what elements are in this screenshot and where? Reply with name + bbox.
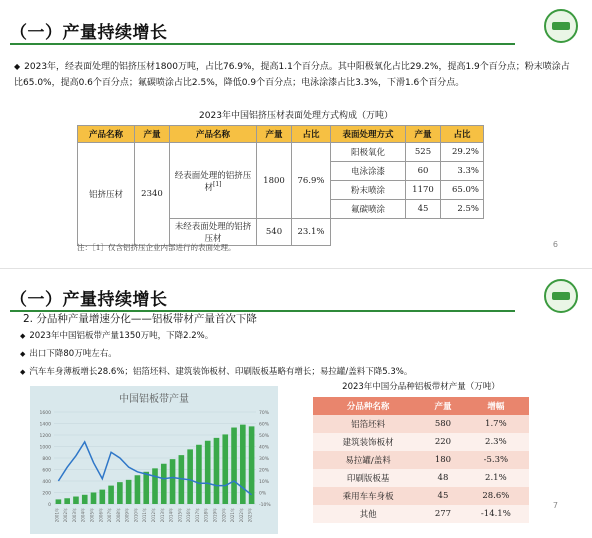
subheading: 2. 分品种产量增速分化——铝板带材产量首次下降 xyxy=(23,313,257,325)
x-tick-label: 2021年 xyxy=(230,508,236,523)
bullet-item xyxy=(20,329,213,341)
y-tick-label: 1000 xyxy=(39,445,51,451)
method-output-cell: 525 xyxy=(406,143,441,162)
empty-cell xyxy=(331,219,484,246)
x-tick-label: 2010年 xyxy=(133,508,139,523)
treated-name-cell xyxy=(170,143,257,219)
method-share-cell: 29.2% xyxy=(441,143,484,162)
table-header: 产品名称 xyxy=(78,126,135,143)
bar xyxy=(196,445,202,504)
slide-2-title: （一）产量持续增长 xyxy=(10,290,168,310)
x-tick-label: 2002年 xyxy=(63,508,69,523)
y-tick-label: 1200 xyxy=(39,434,51,439)
treated-name-text: 经表面处理的铝挤压材 xyxy=(174,170,252,193)
output-cell: 277 xyxy=(423,505,463,523)
output-cell: 580 xyxy=(423,415,463,433)
growth-cell: 2.1% xyxy=(463,469,529,487)
bar xyxy=(108,486,114,504)
table-row xyxy=(313,505,529,523)
table-caption: 2023年中国铝挤压材表面处理方式构成（万吨） xyxy=(199,111,393,121)
table-header: 增幅 xyxy=(463,397,529,415)
method-output-cell: 1170 xyxy=(406,181,441,200)
bullet-text: 2023年中国铝板带产量1350万吨，下降2.2%。 xyxy=(29,331,214,341)
bar xyxy=(117,482,123,504)
y-tick-label: 400 xyxy=(42,480,51,485)
method-name-cell: 粉末喷涂 xyxy=(331,181,406,200)
x-tick-label: 2001年 xyxy=(54,508,60,523)
x-tick-label: 2011年 xyxy=(142,508,148,523)
diamond-bullet-icon: ◆ xyxy=(14,62,21,71)
bar xyxy=(126,480,132,504)
y2-tick-label: 50% xyxy=(259,434,270,439)
bar xyxy=(73,497,79,504)
y2-tick-label: 20% xyxy=(259,468,270,474)
bar xyxy=(222,434,228,504)
treated-output-cell: 1800 xyxy=(257,143,292,219)
method-share-cell: 2.5% xyxy=(441,200,484,219)
table-header: 占比 xyxy=(292,126,331,143)
untreated-output-cell: 540 xyxy=(257,219,292,246)
association-logo xyxy=(544,279,578,313)
bar xyxy=(152,468,158,504)
y-tick-label: 800 xyxy=(42,457,51,462)
x-tick-label: 2015年 xyxy=(177,508,183,523)
bar xyxy=(205,441,211,504)
method-output-cell: 60 xyxy=(406,162,441,181)
y2-tick-label: 0% xyxy=(259,491,267,497)
y2-tick-label: 30% xyxy=(259,457,270,462)
method-name-cell: 氟碳喷涂 xyxy=(331,200,406,219)
y-tick-label: 1400 xyxy=(39,422,51,428)
chart-canvas xyxy=(30,386,278,534)
y2-tick-label: 60% xyxy=(259,422,270,428)
untreated-share-cell: 23.1% xyxy=(292,219,331,246)
table-header: 表面处理方式 xyxy=(331,126,406,143)
title-underline xyxy=(10,43,515,45)
x-tick-label: 2016年 xyxy=(186,508,192,523)
slide-1 xyxy=(0,0,592,262)
slide-2 xyxy=(0,268,592,537)
bar xyxy=(231,428,237,504)
bar xyxy=(82,495,88,504)
product-output-cell: 2340 xyxy=(135,143,170,246)
category-cell: 铝箔坯料 xyxy=(313,415,423,433)
x-tick-label: 2022年 xyxy=(238,508,244,523)
x-tick-label: 2023年 xyxy=(247,508,253,523)
category-output-table xyxy=(313,397,529,523)
table-row xyxy=(313,451,529,469)
x-tick-label: 2019年 xyxy=(212,508,218,523)
bullet-item xyxy=(20,347,117,359)
method-share-cell: 65.0% xyxy=(441,181,484,200)
x-tick-label: 2012年 xyxy=(151,508,156,523)
x-tick-label: 2008年 xyxy=(115,508,121,523)
table-caption: 2023年中国分品种铝板带材产量（万吨） xyxy=(342,382,500,392)
x-tick-label: 2003年 xyxy=(71,508,77,523)
table-header: 产量 xyxy=(406,126,441,143)
growth-cell: 2.3% xyxy=(463,433,529,451)
x-tick-label: 2005年 xyxy=(89,508,95,523)
growth-cell: -14.1% xyxy=(463,505,529,523)
x-tick-label: 2007年 xyxy=(107,508,113,523)
method-share-cell: 3.3% xyxy=(441,162,484,181)
bar xyxy=(170,459,176,504)
x-tick-label: 2018年 xyxy=(203,508,209,523)
bar xyxy=(161,464,167,504)
slide-1-title: （一）产量持续增长 xyxy=(10,23,168,43)
table-header: 产品名称 xyxy=(170,126,257,143)
bar xyxy=(240,425,246,504)
untreated-name-cell: 未经表面处理的铝挤压材 xyxy=(170,219,257,246)
category-cell: 印刷版板基 xyxy=(313,469,423,487)
y-tick-label: 200 xyxy=(42,491,51,497)
method-name-cell: 电泳涂漆 xyxy=(331,162,406,181)
category-cell: 乘用车车身板 xyxy=(313,487,423,505)
category-cell: 建筑装饰板材 xyxy=(313,433,423,451)
bar xyxy=(214,438,220,504)
bar xyxy=(56,499,62,504)
surface-treatment-table xyxy=(77,125,484,246)
x-tick-label: 2017年 xyxy=(194,508,200,523)
y2-tick-label: -10% xyxy=(259,503,271,508)
diamond-bullet-icon: ◆ xyxy=(20,332,26,340)
treated-share-cell: 76.9% xyxy=(292,143,331,219)
table-footnote: 注：［1］仅含铝挤压企业内部进行的表面处理。 xyxy=(77,243,236,252)
table-header: 分品种名称 xyxy=(313,397,423,415)
table-row xyxy=(313,415,529,433)
growth-cell: -5.3% xyxy=(463,451,529,469)
growth-cell: 1.7% xyxy=(463,415,529,433)
x-tick-label: 2013年 xyxy=(159,508,165,523)
bar xyxy=(135,475,141,504)
output-cell: 220 xyxy=(423,433,463,451)
footnote-mark: [1] xyxy=(213,180,222,188)
diamond-bullet-icon: ◆ xyxy=(20,368,26,376)
bar xyxy=(99,490,105,504)
output-chart xyxy=(30,386,278,534)
table-header: 产量 xyxy=(257,126,292,143)
bar xyxy=(64,498,70,504)
y2-tick-label: 70% xyxy=(259,411,270,416)
method-output-cell: 45 xyxy=(406,200,441,219)
x-tick-label: 2009年 xyxy=(124,508,130,523)
product-name-cell: 铝挤压材 xyxy=(78,143,135,246)
table-header: 产量 xyxy=(423,397,463,415)
category-cell: 易拉罐/盖料 xyxy=(313,451,423,469)
x-tick-label: 2014年 xyxy=(168,508,174,523)
table-header: 产量 xyxy=(135,126,170,143)
output-cell: 45 xyxy=(423,487,463,505)
y2-tick-label: 40% xyxy=(259,445,270,451)
bullet-text: 汽车车身薄板增长28.6%；铝箔坯料、建筑装饰板材、印刷版板基略有增长；易拉罐/盖料下降5.3%。 xyxy=(29,367,413,377)
page-number: 6 xyxy=(552,240,558,249)
diamond-bullet-icon: ◆ xyxy=(20,350,26,358)
bar xyxy=(143,472,149,504)
summary-paragraph xyxy=(14,59,574,91)
output-cell: 180 xyxy=(423,451,463,469)
bullet-text: 出口下降80万吨左右。 xyxy=(29,349,117,359)
bullet-item xyxy=(20,365,412,377)
table-header: 占比 xyxy=(441,126,484,143)
x-tick-label: 2020年 xyxy=(221,508,227,523)
page-number: 7 xyxy=(552,501,558,510)
x-tick-label: 2006年 xyxy=(98,508,104,523)
chart-title: 中国铝板带产量 xyxy=(119,394,189,405)
output-cell: 48 xyxy=(423,469,463,487)
bar xyxy=(187,449,193,504)
y-tick-label: 0 xyxy=(48,503,51,508)
y-tick-label: 1600 xyxy=(39,411,51,416)
bar xyxy=(91,493,97,505)
association-logo xyxy=(544,9,578,43)
category-cell: 其他 xyxy=(313,505,423,523)
table-row xyxy=(313,469,529,487)
y-tick-label: 600 xyxy=(42,468,51,474)
table-row xyxy=(313,487,529,505)
x-tick-label: 2004年 xyxy=(80,508,86,523)
growth-cell: 28.6% xyxy=(463,487,529,505)
summary-text: 2023年，经表面处理的铝挤压材1800万吨，占比76.9%，提高1.1个百分点。其中阳极氧化占比29.2%，提高1.9个百分点；粉末喷涂占比65.0%，提高0.6个百分点；氟碳喷涂占比2.5%，降低0.9个百分点；电泳涂漆占比3.3%，下滑1.6个百分点。 xyxy=(14,62,570,88)
table-row xyxy=(313,433,529,451)
method-name-cell: 阳极氧化 xyxy=(331,143,406,162)
y2-tick-label: 10% xyxy=(259,480,270,485)
